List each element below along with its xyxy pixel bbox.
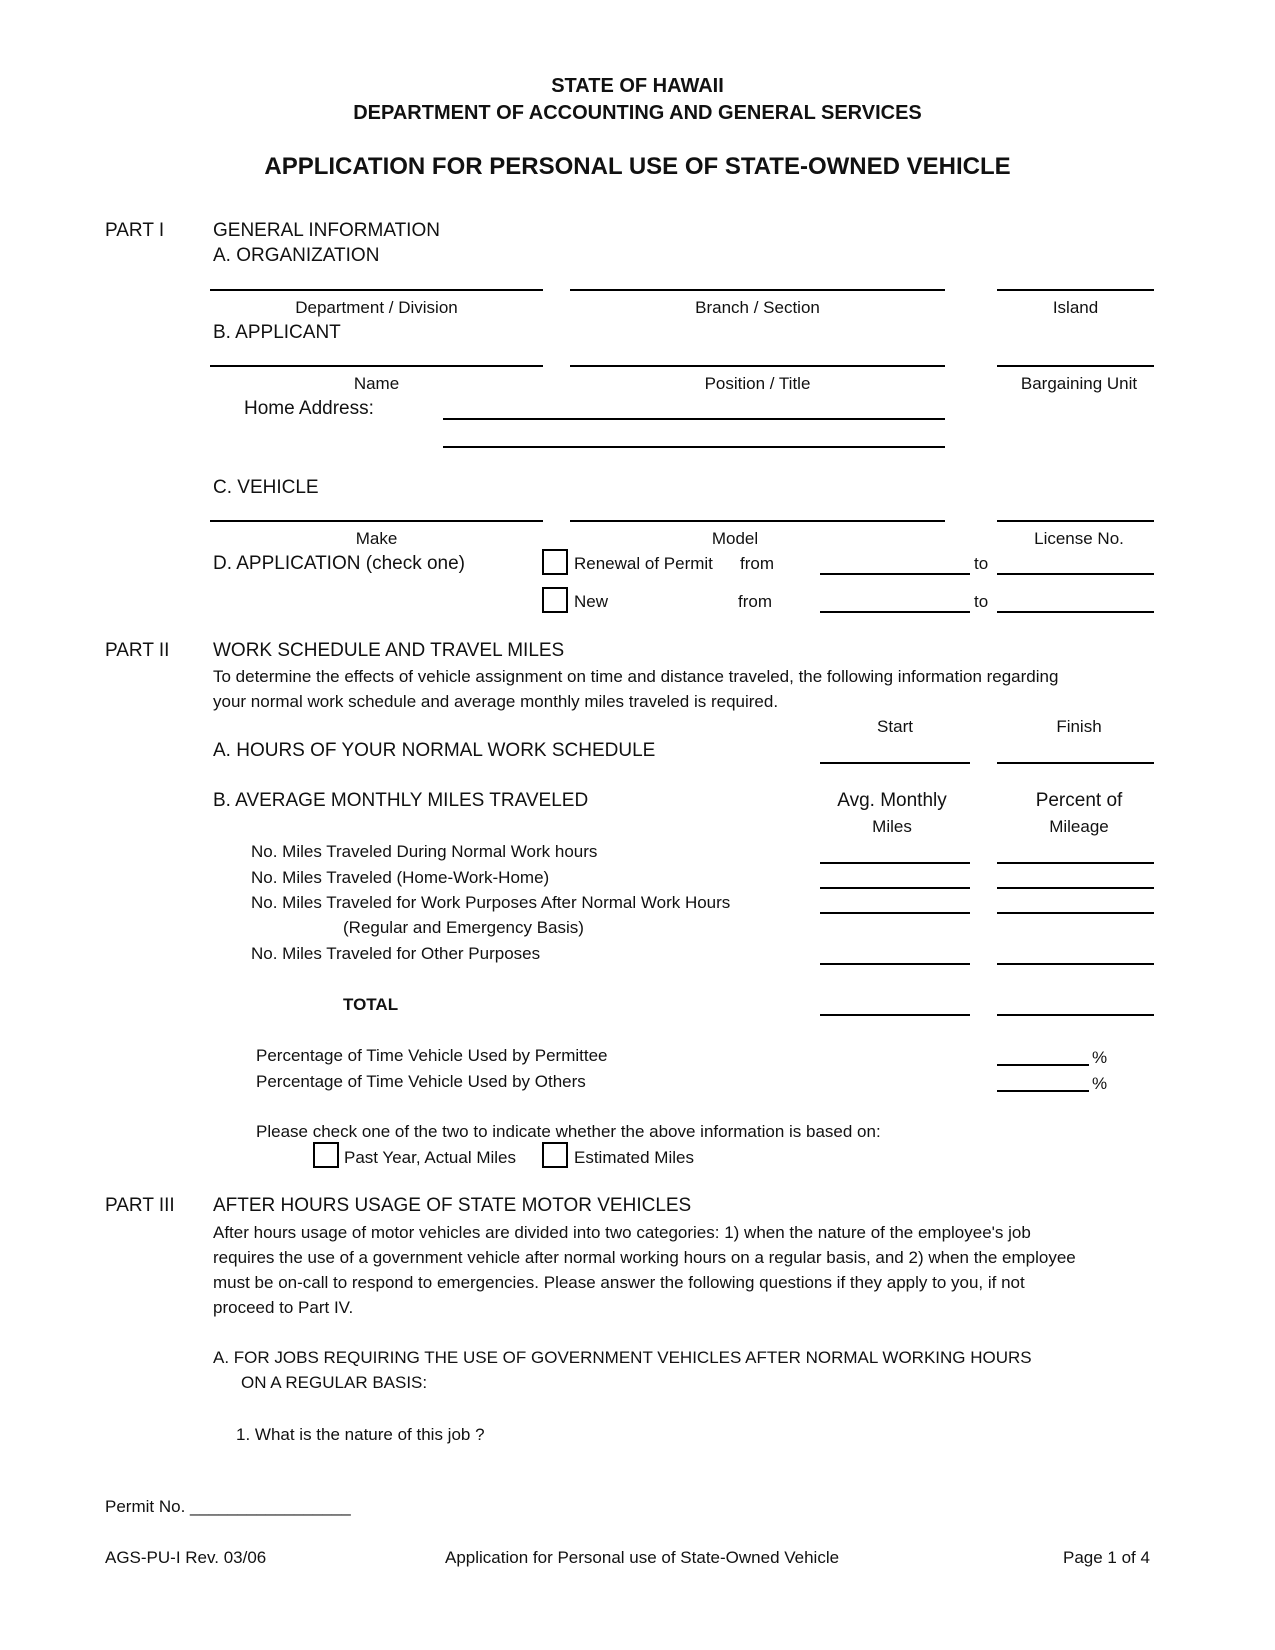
miles-row-1-label: No. Miles Traveled During Normal Work hours xyxy=(251,842,598,861)
position-title-field[interactable] xyxy=(570,365,945,367)
total-avg-field[interactable] xyxy=(820,1014,970,1016)
part3-heading: AFTER HOURS USAGE OF STATE MOTOR VEHICLES xyxy=(213,1195,692,1216)
branch-section-label: Branch / Section xyxy=(695,298,820,317)
pct-permittee-label: Percentage of Time Vehicle Used by Permittee xyxy=(256,1046,608,1065)
miles-row-4-avg-field[interactable] xyxy=(820,963,970,965)
new-label: New xyxy=(574,592,609,611)
miles-row-4-pct-field[interactable] xyxy=(997,963,1154,965)
miles-row-2-label: No. Miles Traveled (Home-Work-Home) xyxy=(251,868,550,887)
miles-row-3-avg-field[interactable] xyxy=(820,912,970,914)
part3-intro-line3: must be on-call to respond to emergencies. Please answer the following questions if they apply to you, if not xyxy=(213,1273,1025,1292)
part2-intro-line2: your normal work schedule and average monthly miles traveled is required. xyxy=(213,692,779,711)
past-year-checkbox[interactable] xyxy=(313,1142,339,1168)
model-label: Model xyxy=(711,529,759,548)
estimated-miles-checkbox[interactable] xyxy=(542,1142,568,1168)
vehicle-heading: C. VEHICLE xyxy=(213,477,319,498)
license-no-label: License No. xyxy=(1034,529,1124,548)
footer-doc-title: Application for Personal use of State-Owned Vehicle xyxy=(445,1548,840,1567)
renewal-to-field[interactable] xyxy=(997,573,1154,575)
miles-label: Miles xyxy=(872,817,912,836)
part3-section-a-line2: ON A REGULAR BASIS: xyxy=(241,1373,428,1392)
permit-no: Permit No. _________________ xyxy=(105,1497,351,1516)
model-field[interactable] xyxy=(570,520,945,522)
part3-intro-line4: proceed to Part IV. xyxy=(213,1298,354,1317)
renewal-label: Renewal of Permit xyxy=(574,554,713,573)
new-from-label: from xyxy=(738,592,772,611)
renewal-from-label: from xyxy=(740,554,774,573)
pct-others-field[interactable] xyxy=(997,1090,1089,1092)
island-label: Island xyxy=(1052,298,1099,317)
start-time-field[interactable] xyxy=(820,762,970,764)
application-heading: D. APPLICATION (check one) xyxy=(213,553,466,574)
department-heading: DEPARTMENT OF ACCOUNTING AND GENERAL SERVICES xyxy=(353,102,922,124)
miles-heading: B. AVERAGE MONTHLY MILES TRAVELED xyxy=(213,790,589,811)
part3-question-1: 1. What is the nature of this job ? xyxy=(236,1425,485,1444)
miles-row-1-avg-field[interactable] xyxy=(820,862,970,864)
hours-heading: A. HOURS OF YOUR NORMAL WORK SCHEDULE xyxy=(213,740,656,761)
form-title: APPLICATION FOR PERSONAL USE OF STATE-OWNED VEHICLE xyxy=(264,153,1011,180)
part3-intro-line2: requires the use of a government vehicle after normal working hours on a regular basis, and 2) when the employee xyxy=(213,1248,1076,1267)
miles-row-2-avg-field[interactable] xyxy=(820,887,970,889)
part2-heading: WORK SCHEDULE AND TRAVEL MILES xyxy=(213,640,565,661)
part3-label: PART III xyxy=(105,1195,175,1216)
part2-label: PART II xyxy=(105,640,170,661)
branch-section-field[interactable] xyxy=(570,289,945,291)
miles-row-3-sublabel: (Regular and Emergency Basis) xyxy=(343,918,584,937)
pct-permittee-field[interactable] xyxy=(997,1064,1089,1066)
home-address-label: Home Address: xyxy=(244,398,374,419)
license-no-field[interactable] xyxy=(997,520,1154,522)
renewal-to-label: to xyxy=(974,554,989,573)
part3-intro-line1: After hours usage of motor vehicles are divided into two categories: 1) when the nature of the employee's job xyxy=(213,1223,1031,1242)
miles-row-3-label: No. Miles Traveled for Work Purposes After Normal Work Hours xyxy=(251,893,731,912)
name-label: Name xyxy=(353,374,400,393)
total-pct-field[interactable] xyxy=(997,1014,1154,1016)
make-label: Make xyxy=(355,529,398,548)
new-to-field[interactable] xyxy=(997,611,1154,613)
renewal-from-field[interactable] xyxy=(820,573,970,575)
pct-others-label: Percentage of Time Vehicle Used by Others xyxy=(256,1072,586,1091)
part1-label: PART I xyxy=(105,220,165,241)
new-to-label: to xyxy=(974,592,989,611)
bargaining-unit-label: Bargaining Unit xyxy=(1020,374,1138,393)
home-address-line2[interactable] xyxy=(443,446,945,448)
mileage-label: Mileage xyxy=(1049,817,1109,836)
department-division-label: Department / Division xyxy=(295,298,458,317)
start-label: Start xyxy=(877,717,913,736)
avg-monthly-label: Avg. Monthly xyxy=(837,790,947,811)
pct-permittee-sign: % xyxy=(1092,1048,1108,1067)
part3-section-a-line1: A. FOR JOBS REQUIRING THE USE OF GOVERNMENT VEHICLES AFTER NORMAL WORKING HOURS xyxy=(213,1348,1032,1367)
home-address-line1[interactable] xyxy=(443,418,945,420)
percent-of-label: Percent of xyxy=(1035,790,1123,811)
new-from-field[interactable] xyxy=(820,611,970,613)
pct-others-sign: % xyxy=(1092,1074,1108,1093)
new-checkbox[interactable] xyxy=(542,587,568,613)
basis-prompt: Please check one of the two to indicate whether the above information is based on: xyxy=(256,1122,881,1141)
miles-row-1-pct-field[interactable] xyxy=(997,862,1154,864)
part1-heading: GENERAL INFORMATION xyxy=(213,220,440,241)
total-label: TOTAL xyxy=(343,995,399,1014)
finish-time-field[interactable] xyxy=(997,762,1154,764)
page-number: Page 1 of 4 xyxy=(1063,1548,1150,1567)
miles-row-2-pct-field[interactable] xyxy=(997,887,1154,889)
make-field[interactable] xyxy=(210,520,543,522)
position-title-label: Position / Title xyxy=(704,374,811,393)
bargaining-unit-field[interactable] xyxy=(997,365,1154,367)
organization-heading: A. ORGANIZATION xyxy=(213,245,380,266)
state-heading: STATE OF HAWAII xyxy=(551,75,724,97)
part2-intro-line1: To determine the effects of vehicle assignment on time and distance traveled, the following information regarding xyxy=(213,667,1059,686)
renewal-checkbox[interactable] xyxy=(542,549,568,575)
department-division-field[interactable] xyxy=(210,289,543,291)
estimated-miles-label: Estimated Miles xyxy=(574,1148,694,1167)
island-field[interactable] xyxy=(997,289,1154,291)
finish-label: Finish xyxy=(1056,717,1102,736)
miles-row-3-pct-field[interactable] xyxy=(997,912,1154,914)
form-id: AGS-PU-I Rev. 03/06 xyxy=(105,1548,267,1567)
past-year-label: Past Year, Actual Miles xyxy=(344,1148,516,1167)
miles-row-4-label: No. Miles Traveled for Other Purposes xyxy=(251,944,541,963)
name-field[interactable] xyxy=(210,365,543,367)
applicant-heading: B. APPLICANT xyxy=(213,322,341,343)
